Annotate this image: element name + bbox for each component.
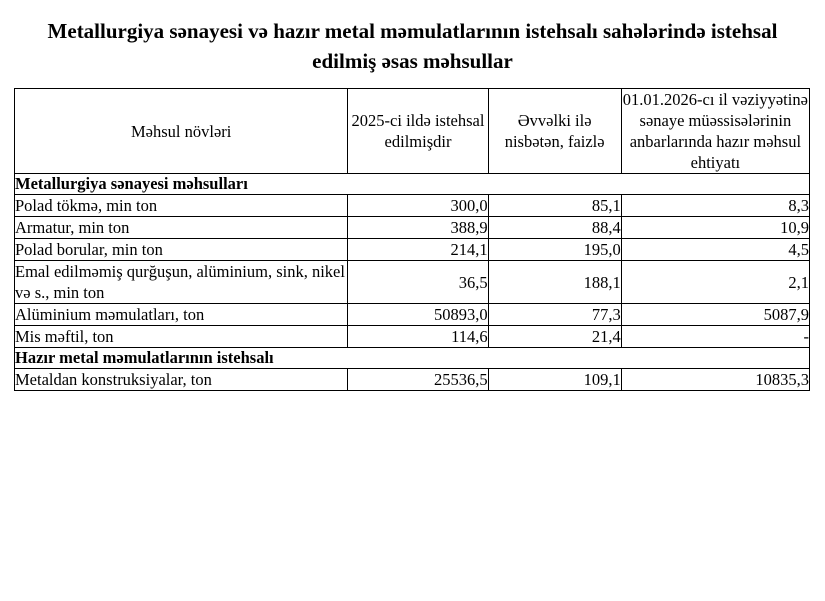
table-section-row bbox=[15, 348, 810, 369]
column-header-product-types: Məhsul növləri bbox=[15, 89, 348, 174]
row-label: Metaldan konstruksiyalar, ton bbox=[15, 369, 348, 391]
row-value-produced: 214,1 bbox=[348, 239, 488, 261]
row-value-percent: 85,1 bbox=[488, 195, 621, 217]
row-value-stock: 2,1 bbox=[621, 261, 809, 304]
section-label: Hazır metal məmulatlarının istehsalı bbox=[15, 348, 810, 369]
column-header-percent-previous-year: Əvvəlki ilə nisbətən, faizlə bbox=[488, 89, 621, 174]
row-value-stock: 5087,9 bbox=[621, 304, 809, 326]
page-title: Metallurgiya sənayesi və hazır metal məmulatlarının istehsalı sahələrində istehsal edilmiş əsas məhsullar bbox=[47, 19, 778, 73]
column-header-stock-2026: 01.01.2026-cı il vəziyyətinə sənaye müəssisələrinin anbarlarında hazır məhsul ehtiyatı bbox=[622, 90, 808, 172]
row-value-produced: 25536,5 bbox=[348, 369, 488, 391]
row-value-percent: 188,1 bbox=[488, 261, 621, 304]
production-table bbox=[14, 88, 810, 391]
table-header-row bbox=[15, 89, 810, 174]
table-row bbox=[15, 304, 810, 326]
row-value-produced: 388,9 bbox=[348, 217, 488, 239]
row-value-stock: 4,5 bbox=[621, 239, 809, 261]
row-value-stock: 10835,3 bbox=[621, 369, 809, 391]
table-row bbox=[15, 326, 810, 348]
row-value-percent: 109,1 bbox=[488, 369, 621, 391]
table-row bbox=[15, 261, 810, 304]
row-label: Armatur, min ton bbox=[15, 217, 348, 239]
table-section-row bbox=[15, 174, 810, 195]
row-value-percent: 21,4 bbox=[488, 326, 621, 348]
row-value-produced: 300,0 bbox=[348, 195, 488, 217]
row-value-percent: 88,4 bbox=[488, 217, 621, 239]
table-body bbox=[15, 174, 810, 391]
row-value-stock: - bbox=[621, 326, 809, 348]
row-label: Alüminium məmulatları, ton bbox=[15, 304, 348, 326]
column-header-produced-2025: 2025-ci ildə istehsal edilmişdir bbox=[348, 89, 488, 174]
table-row bbox=[15, 369, 810, 391]
table-row bbox=[15, 239, 810, 261]
row-value-produced: 114,6 bbox=[348, 326, 488, 348]
row-label: Polad borular, min ton bbox=[15, 239, 348, 261]
row-value-produced: 50893,0 bbox=[348, 304, 488, 326]
row-label: Mis məftil, ton bbox=[15, 326, 348, 348]
row-value-percent: 77,3 bbox=[488, 304, 621, 326]
table-header bbox=[15, 89, 810, 174]
table-row bbox=[15, 195, 810, 217]
row-value-produced: 36,5 bbox=[348, 261, 488, 304]
row-value-stock: 8,3 bbox=[621, 195, 809, 217]
table-row bbox=[15, 217, 810, 239]
row-value-percent: 195,0 bbox=[488, 239, 621, 261]
row-label: Emal edilməmiş qurğuşun, alüminium, sink, nikel və s., min ton bbox=[15, 261, 348, 304]
row-value-stock: 10,9 bbox=[621, 217, 809, 239]
row-label: Polad tökmə, min ton bbox=[15, 195, 348, 217]
section-label: Metallurgiya sənayesi məhsulları bbox=[15, 174, 810, 195]
